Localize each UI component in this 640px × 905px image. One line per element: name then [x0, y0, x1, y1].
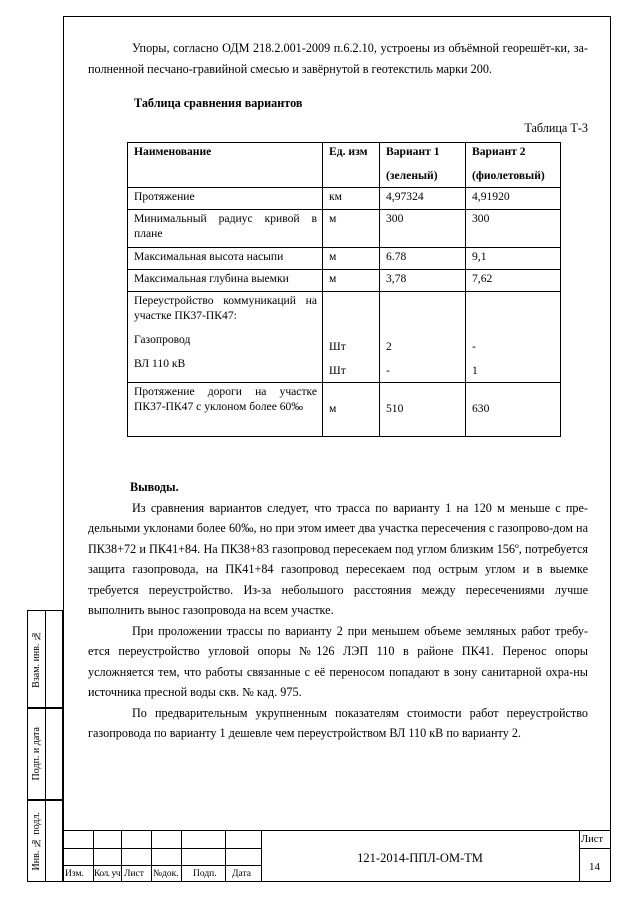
stamp-label-change: Изм. — [65, 869, 84, 879]
row-v2: 9,1 — [466, 248, 561, 270]
stamp-label-signature: Подп. — [193, 869, 217, 879]
row-v1: 6.78 — [380, 248, 466, 270]
row-unit: м — [323, 383, 380, 437]
table-label: Таблица Т-3 — [524, 120, 588, 135]
row-v1: 3,78 — [380, 270, 466, 292]
comparison-table — [127, 142, 561, 437]
stamp-label-doc: №док. — [153, 869, 179, 879]
side-box-signature-date — [27, 708, 63, 800]
row-name — [128, 292, 323, 383]
row-unit: м — [323, 248, 380, 270]
conclusion-paragraph: Из сравнения вариантов следует, что трасса по варианту 1 на 120 м меньше с пре-дельными уклонами более 60‰, но при этом имеет два участка пересечения с газопрово-дом на ПК38+72 и ПК41+84. На ПК38+83 газопровод пересекаем под углом близким 156º, потребуется защита газопровода, на ПК41+84 газопровод пересекаем под острым углом и в выемке требуется переустройство. Из-за небольшого расстояния между пересечениями лучше выполнить вынос газопровода на всем участке. — [88, 500, 588, 617]
row-v2 — [466, 292, 561, 383]
side-box-original-inventory — [27, 800, 63, 882]
table-row — [128, 292, 561, 383]
document-body — [88, 38, 588, 744]
row-v1: 300 — [380, 210, 466, 248]
table-row — [128, 383, 561, 437]
sheet-number: 14 — [589, 861, 600, 873]
comm-v2-b: 1 — [472, 364, 478, 377]
row-name: Протяжение дороги на участке ПК37-ПК47 с уклоном более 60‰ — [128, 383, 323, 437]
comm-v2-a: - — [472, 340, 476, 353]
comm-power-line: ВЛ 110 кВ — [134, 357, 186, 370]
row-name: Максимальная глубина выемки — [128, 270, 323, 292]
side-label-signature-date: Подп. и дата — [31, 727, 42, 781]
conclusions-title: Выводы. — [130, 480, 179, 494]
table-header-row — [128, 143, 561, 188]
row-unit: км — [323, 188, 380, 210]
row-name: Минимальный радиус кривой в плане — [128, 210, 323, 248]
conclusion-paragraph: При проложении трассы по варианту 2 при меньшем объеме земляных работ требу-ется переустройство угловой опоры №126 ЛЭП 110 в районе ПК41. Перенос опоры усложняется тем, что работы связанные с её переносом попадают в зону санитарной охра-ны источника пресной воды скв. № кад. 975. — [88, 623, 588, 699]
comm-v1-b: - — [386, 364, 390, 377]
table-row — [128, 248, 561, 270]
stamp-label-date: Дата — [232, 869, 251, 879]
row-unit: м — [323, 210, 380, 248]
row-unit: м — [323, 270, 380, 292]
table-row — [128, 188, 561, 210]
comm-title: Переустройство коммуникаций на участке ПК37-ПК47: — [134, 294, 317, 322]
row-name: Протяжение — [128, 188, 323, 210]
intro-paragraph: Упоры, согласно ОДМ 218.2.001-2009 п.6.2.10, устроены из объёмной георешёт-ки, за-полненной песчано-гравийной смесью и завёрнутой в геотекстиль марки 200. — [88, 41, 588, 76]
header-variant-1 — [380, 143, 466, 188]
table-heading: Таблица сравнения вариантов — [134, 96, 303, 110]
row-v1: 4,97324 — [380, 188, 466, 210]
header-unit: Ед. изм — [323, 143, 380, 188]
row-v2: 4,91920 — [466, 188, 561, 210]
stamp-label-sheet: Лист — [124, 869, 144, 879]
row-v2: 7,62 — [466, 270, 561, 292]
comm-unit-1: Шт — [329, 340, 346, 353]
row-v2: 630 — [466, 383, 561, 437]
header-name: Наименование — [128, 143, 323, 188]
sheet-label: Лист — [581, 834, 603, 845]
table-row — [128, 270, 561, 292]
conclusion-paragraph: По предварительным укрупненным показателям стоимости работ переустройство газопровода по варианту 1 дешевле чем переустройством ВЛ 110 кВ по варианту 2. — [88, 705, 588, 740]
side-label-original-inventory: Инв. № подл. — [31, 811, 42, 871]
comm-gas: Газопровод — [134, 333, 191, 346]
comm-v1-a: 2 — [386, 340, 392, 353]
header-variant-2-color: (фиолетовый) — [472, 169, 545, 182]
header-variant-1-label: Вариант 1 — [386, 145, 440, 158]
title-block — [63, 830, 611, 882]
side-box-replacement-inventory — [27, 610, 63, 708]
header-variant-1-color: (зеленый) — [386, 169, 438, 182]
document-code: 121-2014-ППЛ-ОМ-ТМ — [357, 851, 483, 865]
row-v1 — [380, 292, 466, 383]
row-unit — [323, 292, 380, 383]
side-label-replacement-inventory: Взам. инв. № — [31, 630, 42, 688]
header-variant-2 — [466, 143, 561, 188]
row-name: Максимальная высота насыпи — [128, 248, 323, 270]
header-variant-2-label: Вариант 2 — [472, 145, 526, 158]
row-v1: 510 — [380, 383, 466, 437]
table-row — [128, 210, 561, 248]
row-v2: 300 — [466, 210, 561, 248]
stamp-label-count: Кол. уч — [94, 869, 121, 879]
comm-unit-2: Шт — [329, 364, 346, 377]
